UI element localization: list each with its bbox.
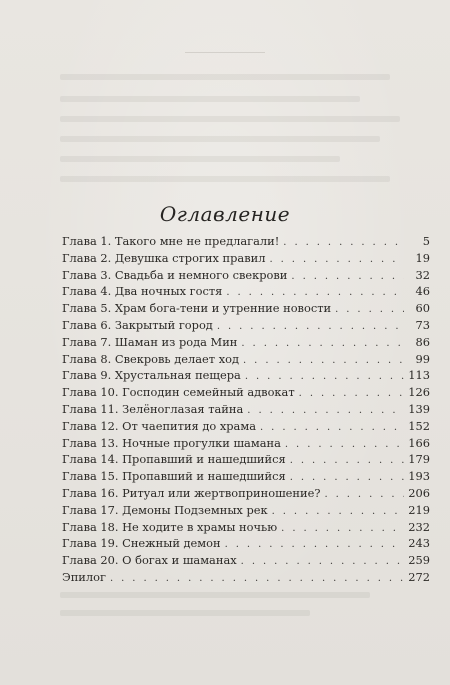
- dot-leader: [245, 371, 404, 382]
- dot-leader: [217, 321, 404, 332]
- toc-entry-title: Глава 4. Два ночных гостя: [62, 284, 223, 299]
- table-of-contents: [62, 234, 430, 587]
- toc-entry-title: Глава 17. Демоны Подземных рек: [62, 502, 268, 517]
- dot-leader: [247, 405, 404, 416]
- toc-entry: [62, 402, 430, 419]
- bleed-through-line: [60, 176, 390, 182]
- toc-entry: [62, 318, 430, 335]
- toc-entry-title: Глава 13. Ночные прогулки шамана: [62, 435, 281, 450]
- toc-entry-page-number: 32: [415, 267, 430, 282]
- dot-leader: [260, 422, 404, 433]
- toc-entry: [62, 469, 430, 486]
- dot-leader: [283, 237, 404, 248]
- toc-entry-title: Глава 7. Шаман из рода Мин: [62, 334, 238, 349]
- toc-heading: Оглавление: [159, 202, 291, 226]
- toc-entry-page-number: 19: [415, 250, 430, 265]
- toc-entry-page-number: 73: [415, 317, 430, 332]
- toc-entry-title: Глава 6. Закрытый город: [62, 317, 213, 332]
- dot-leader: [272, 506, 404, 517]
- toc-entry-page-number: 259: [408, 553, 430, 568]
- toc-entry-title: Глава 2. Девушка строгих правил: [62, 250, 266, 265]
- dot-leader: [241, 338, 404, 349]
- toc-entry: [62, 503, 430, 520]
- toc-entry: [62, 570, 430, 587]
- dot-leader: [291, 271, 404, 282]
- toc-entry-title: Глава 18. Не ходите в храмы ночью: [62, 519, 278, 534]
- toc-entry-page-number: 152: [408, 418, 430, 433]
- toc-entry-title: Глава 16. Ритуал или жертвоприношение?: [62, 485, 321, 500]
- toc-entry-title: Эпилог: [62, 569, 106, 584]
- toc-entry: [62, 553, 430, 570]
- toc-entry-title: Глава 12. От чаепития до храма: [62, 418, 256, 433]
- toc-entry-title: Глава 20. О богах и шаманах: [62, 553, 237, 568]
- toc-entry: [62, 520, 430, 537]
- toc-entry: [62, 268, 430, 285]
- toc-entry-title: Глава 11. Зелёноглазая тайна: [62, 401, 244, 416]
- toc-entry-page-number: 206: [408, 485, 430, 500]
- dot-leader: [269, 254, 404, 265]
- toc-entry-page-number: 179: [408, 452, 430, 467]
- dot-leader: [110, 573, 404, 584]
- toc-entry-page-number: 86: [415, 334, 430, 349]
- toc-entry-page-number: 46: [415, 284, 430, 299]
- toc-entry-page-number: 166: [408, 435, 430, 450]
- bleed-through-line: [60, 116, 400, 122]
- toc-entry-title: Глава 14. Пропавший и нашедшийся: [62, 452, 286, 467]
- toc-entry-title: Глава 15. Пропавший и нашедшийся: [62, 469, 286, 484]
- bleed-through-line: [60, 74, 390, 80]
- toc-entry: [62, 385, 430, 402]
- dot-leader: [281, 523, 404, 534]
- dot-leader: [225, 539, 404, 550]
- bleed-through-line: [60, 610, 310, 616]
- toc-entry: [62, 486, 430, 503]
- toc-entry: [62, 335, 430, 352]
- toc-entry: [62, 452, 430, 469]
- toc-entry: [62, 284, 430, 301]
- toc-entry-title: Глава 1. Такого мне не предлагали!: [62, 234, 280, 248]
- toc-entry-page-number: 219: [408, 502, 430, 517]
- toc-entry-page-number: 60: [415, 301, 430, 316]
- toc-entry: [62, 419, 430, 436]
- toc-entry-title: Глава 10. Господин семейный адвокат: [62, 385, 295, 400]
- dot-leader: [324, 489, 404, 500]
- toc-entry-page-number: 99: [415, 351, 430, 366]
- dot-leader: [243, 355, 404, 366]
- dot-leader: [290, 455, 404, 466]
- toc-entry: [62, 251, 430, 268]
- dot-leader: [285, 439, 404, 450]
- toc-entry: [62, 352, 430, 369]
- toc-entry: [62, 436, 430, 453]
- dot-leader: [335, 304, 404, 315]
- toc-entry-page-number: 232: [408, 519, 430, 534]
- toc-entry-page-number: 272: [408, 569, 430, 584]
- toc-entry: [62, 368, 430, 385]
- toc-entry-title: Глава 9. Хрустальная пещера: [62, 368, 241, 383]
- bleed-through-line: [60, 592, 370, 598]
- bleed-through-line: [60, 156, 340, 162]
- toc-entry-page-number: 113: [408, 368, 430, 383]
- toc-entry-title: Глава 8. Свекровь делает ход: [62, 351, 239, 366]
- dot-leader: [226, 287, 404, 298]
- toc-entry-page-number: 139: [408, 401, 430, 416]
- toc-entry: [62, 301, 430, 318]
- page-ornament: [185, 52, 265, 61]
- toc-entry: [62, 234, 430, 251]
- toc-entry: [62, 536, 430, 553]
- toc-entry-title: Глава 3. Свадьба и немного свекрови: [62, 267, 288, 282]
- dot-leader: [241, 556, 404, 567]
- dot-leader: [299, 388, 404, 399]
- toc-entry-page-number: 193: [408, 469, 430, 484]
- bleed-through-line: [60, 136, 380, 142]
- toc-entry-page-number: 126: [408, 385, 430, 400]
- toc-entry-page-number: 243: [408, 536, 430, 551]
- toc-entry-title: Глава 5. Храм бога-тени и утренние новости: [62, 301, 332, 316]
- toc-entry-title: Глава 19. Снежный демон: [62, 536, 221, 551]
- bleed-through-line: [60, 96, 360, 102]
- dot-leader: [290, 472, 404, 483]
- toc-entry-page-number: 5: [422, 234, 430, 248]
